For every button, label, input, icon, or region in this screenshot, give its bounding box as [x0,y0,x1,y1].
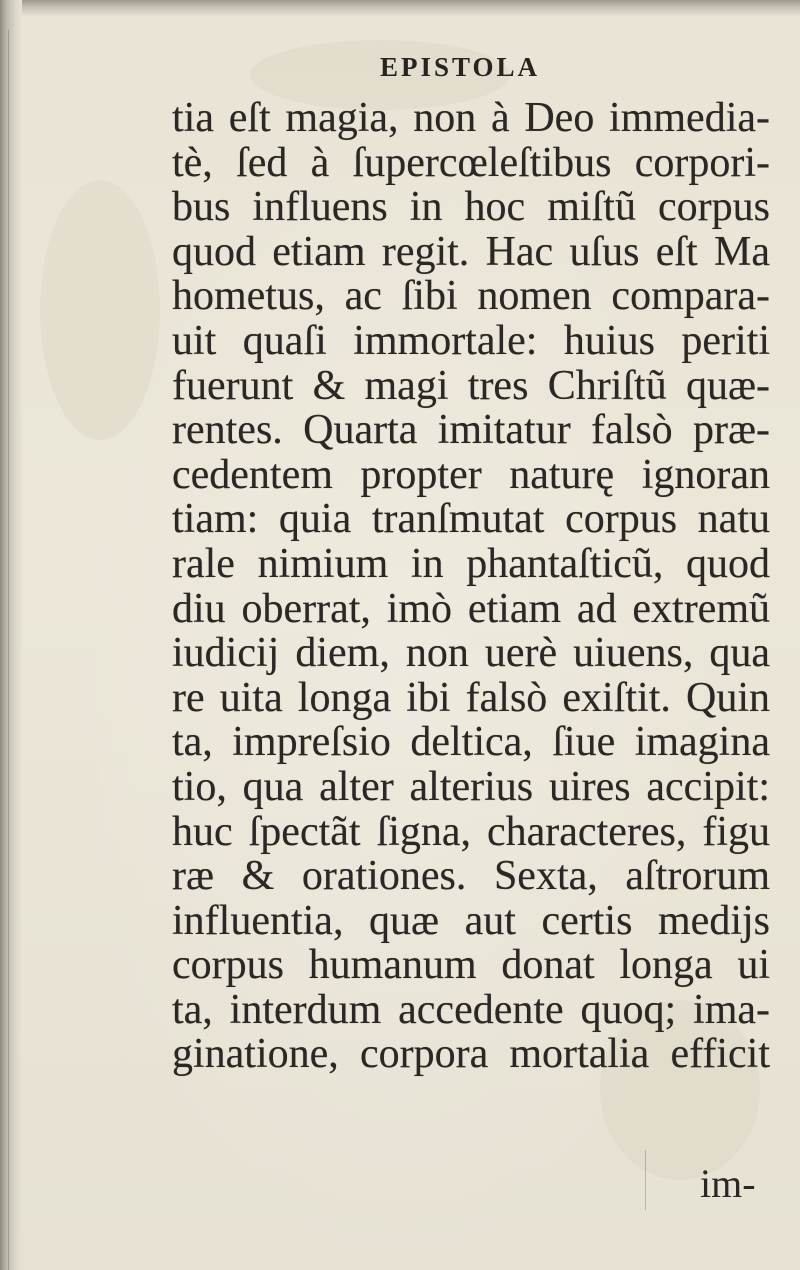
text-line: ginatione, corpora mortalia efficit [172,1031,770,1078]
text-line: ræ & orationes. Sexta, aſtrorum [172,853,770,900]
text-line: corpus humanum donat longa ui [172,942,770,989]
page-binding-edge [0,0,22,1270]
text-line: uit quaſi immortale: huius periti [172,317,770,364]
page-top-edge [0,0,800,16]
text-line: hometus, ac ſibi nomen compara- [172,273,770,320]
text-line: fuerunt & magi tres Chriſtũ quæ- [172,362,770,409]
text-line: rale nimium in phantaſticũ, quod [172,540,770,587]
text-line: tè, ſed à ſupercœleſtibus corpori- [172,139,770,186]
text-line: diu oberrat, imò etiam ad extremũ [172,585,770,632]
body-text [172,96,770,1077]
text-line: influentia, quæ aut certis medijs [172,897,770,944]
text-line: re uita longa ibi falsò exiſtit. Quin [172,674,770,721]
pencil-mark [645,1150,646,1210]
text-line: ta, interdum accedente quoq; ima- [172,986,770,1033]
catchword: im- [700,1161,756,1206]
text-line: cedentem propter naturę ignoran [172,451,770,498]
text-line: bus influens in hoc miſtũ corpus [172,184,770,231]
text-line: tio, qua alter alterius uires accipit: [172,763,770,810]
text-line: ta, impreſsio deltica, ſiue imagina [172,719,770,766]
text-line: quod etiam regit. Hac uſus eſt Ma [172,228,770,275]
text-line: huc ſpectãt ſigna, characteres, figu [172,808,770,855]
text-line: tia eſt magia, non à Deo immedia- [172,95,770,141]
paper-stain [40,180,160,440]
text-line: iudicij diem, non uerè uiuens, qua [172,630,770,677]
running-header: EPISTOLA [379,52,541,82]
text-line: tiam: quia tranſmutat corpus natu [172,496,770,543]
text-line: rentes. Quarta imitatur falsò præ- [172,407,770,454]
